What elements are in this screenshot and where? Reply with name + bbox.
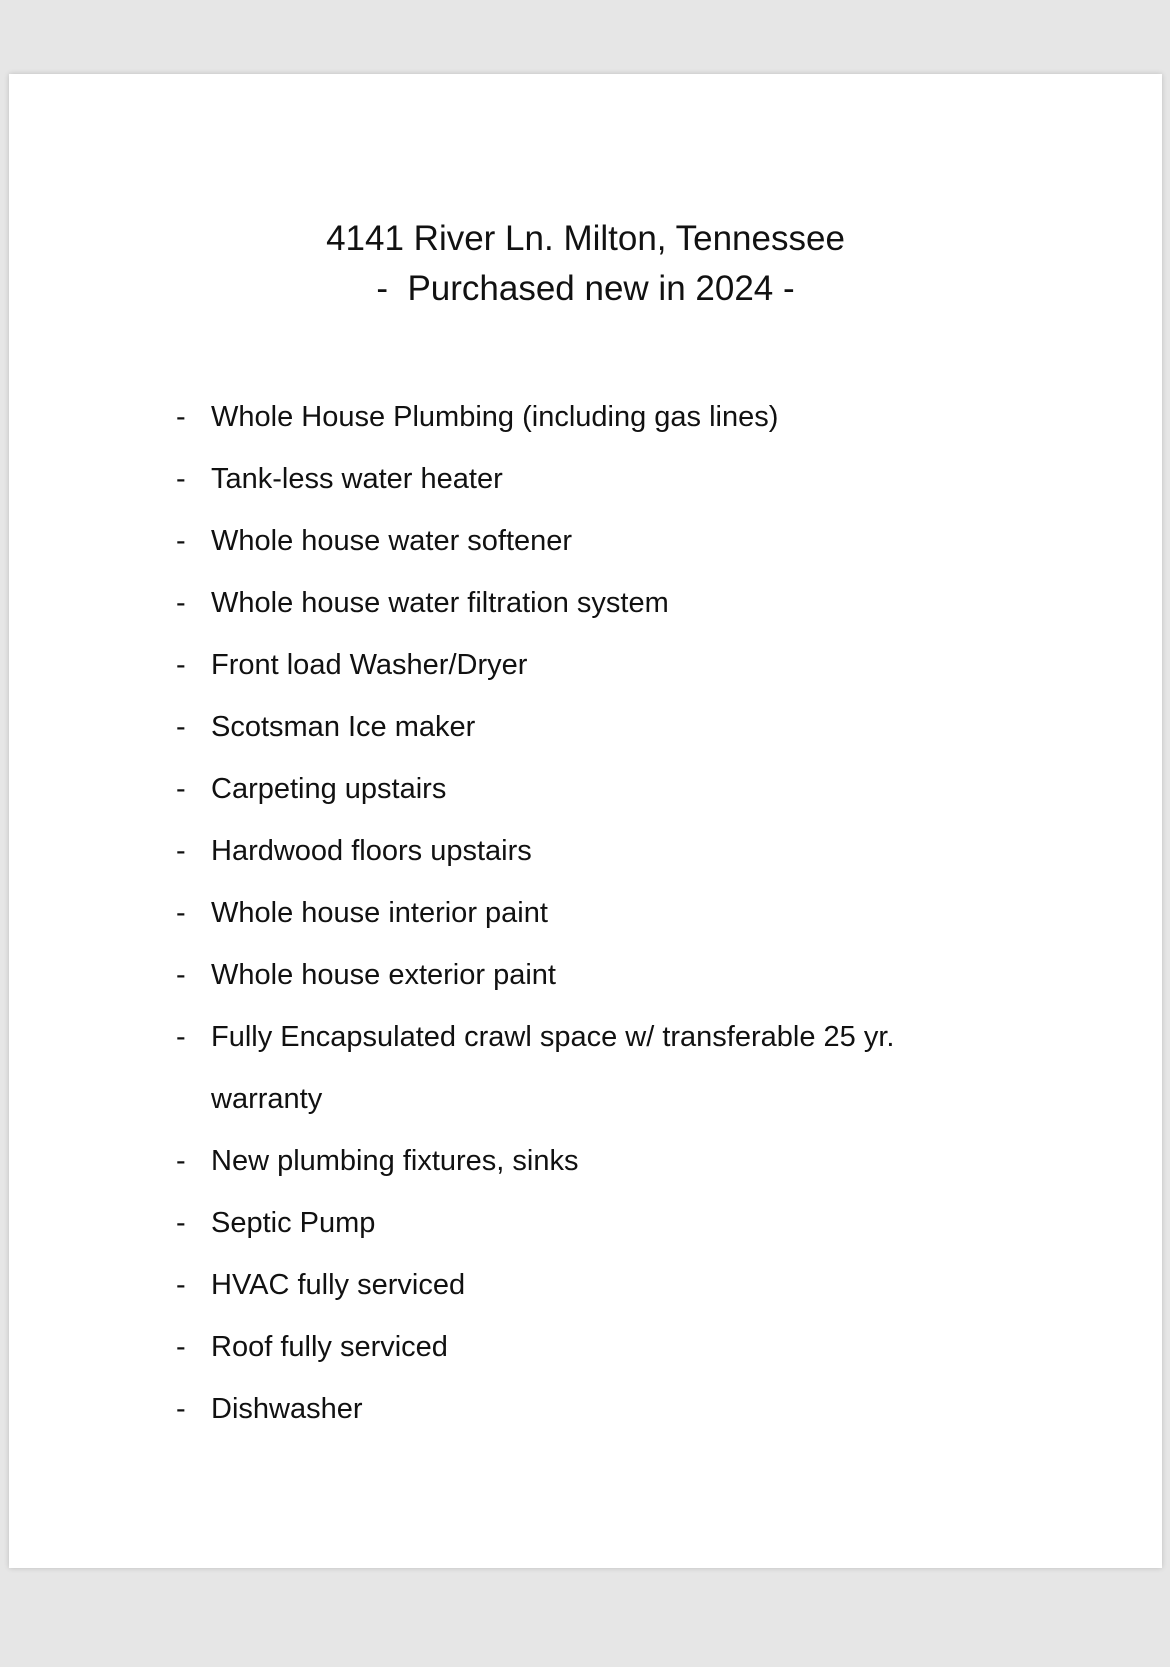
bullet-dash: - bbox=[176, 401, 186, 433]
document-page bbox=[9, 74, 1162, 1568]
list-item-text: Roof fully serviced bbox=[211, 1331, 448, 1363]
bullet-dash: - bbox=[176, 959, 186, 991]
list-item-text: Whole House Plumbing (including gas lines) bbox=[211, 401, 779, 433]
list-item bbox=[9, 820, 1162, 882]
list-item-text: New plumbing fixtures, sinks bbox=[211, 1145, 579, 1177]
list-item bbox=[9, 634, 1162, 696]
list-item-text: Front load Washer/Dryer bbox=[211, 649, 528, 681]
bullet-dash: - bbox=[176, 649, 186, 681]
bullet-dash: - bbox=[176, 1207, 186, 1239]
list-item-text: Whole house water softener bbox=[211, 525, 573, 557]
list-item-text: Septic Pump bbox=[211, 1207, 376, 1239]
document-header bbox=[9, 214, 1162, 314]
list-item bbox=[9, 944, 1162, 1006]
bullet-dash: - bbox=[176, 773, 186, 805]
list-item-text: Dishwasher bbox=[211, 1393, 363, 1425]
list-item bbox=[9, 1378, 1162, 1440]
list-item-text: Tank-less water heater bbox=[211, 463, 503, 495]
list-item bbox=[9, 1254, 1162, 1316]
list-item bbox=[9, 758, 1162, 820]
list-item-text: Hardwood floors upstairs bbox=[211, 835, 532, 867]
list-item bbox=[9, 1006, 1162, 1130]
list-item-text: Scotsman Ice maker bbox=[211, 711, 476, 743]
list-item-text: Whole house interior paint bbox=[211, 897, 548, 929]
bullet-dash: - bbox=[176, 1145, 186, 1177]
list-item-text: HVAC fully serviced bbox=[211, 1269, 466, 1301]
list-item bbox=[9, 696, 1162, 758]
header-address: 4141 River Ln. Milton, Tennessee bbox=[326, 219, 845, 258]
header-subtitle: - Purchased new in 2024 - bbox=[376, 269, 795, 308]
bullet-dash: - bbox=[176, 1021, 186, 1053]
list-item-text: Fully Encapsulated crawl space w/ transferable 25 yr. warranty bbox=[211, 1021, 895, 1115]
list-item bbox=[9, 882, 1162, 944]
bullet-dash: - bbox=[176, 587, 186, 619]
list-item-text: Carpeting upstairs bbox=[211, 773, 447, 805]
bullet-dash: - bbox=[176, 525, 186, 557]
bullet-dash: - bbox=[176, 1269, 186, 1301]
list-item bbox=[9, 386, 1162, 448]
bullet-dash: - bbox=[176, 711, 186, 743]
list-item bbox=[9, 1192, 1162, 1254]
list-item bbox=[9, 572, 1162, 634]
list-item bbox=[9, 1316, 1162, 1378]
bullet-dash: - bbox=[176, 1393, 186, 1425]
bullet-dash: - bbox=[176, 897, 186, 929]
list-item bbox=[9, 448, 1162, 510]
bullet-dash: - bbox=[176, 463, 186, 495]
bullet-dash: - bbox=[176, 1331, 186, 1363]
list-item bbox=[9, 510, 1162, 572]
list-item-text: Whole house water filtration system bbox=[211, 587, 669, 619]
list-item bbox=[9, 1130, 1162, 1192]
list-item-text: Whole house exterior paint bbox=[211, 959, 556, 991]
feature-list bbox=[9, 386, 1162, 1440]
bullet-dash: - bbox=[176, 835, 186, 867]
